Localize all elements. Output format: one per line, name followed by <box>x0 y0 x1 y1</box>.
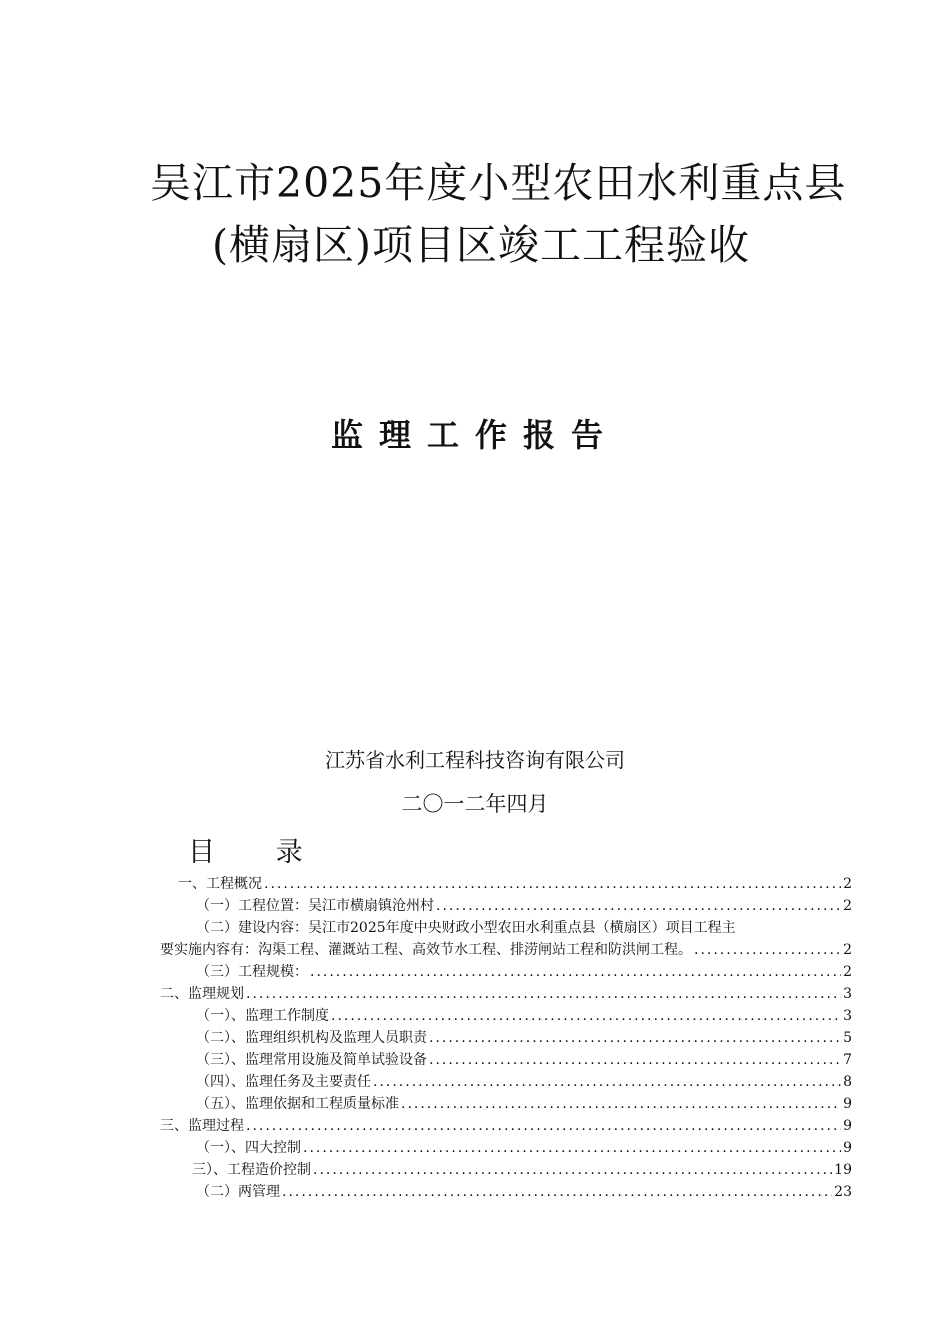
toc-entry[interactable] <box>160 983 852 1005</box>
toc-entry-page: 8 <box>843 1074 852 1090</box>
toc-entry[interactable] <box>160 1049 852 1071</box>
toc-entry[interactable] <box>160 961 852 983</box>
toc-entry-page: 9 <box>843 1118 852 1134</box>
report-subtitle: 监理工作报告 <box>330 416 619 454</box>
report-title-line-1: 吴江市2025年度小型农田水利重点县 <box>150 159 847 207</box>
toc-leader-dots <box>331 1005 841 1027</box>
toc-entry[interactable] <box>160 1181 852 1203</box>
toc-entry-page: 2 <box>843 964 852 980</box>
toc-entry[interactable] <box>160 1093 852 1115</box>
toc-entry-label: （三）、监理常用设施及简单试验设备 <box>196 1052 427 1068</box>
toc-leader-dots <box>429 1049 841 1071</box>
toc-leader-dots <box>264 873 841 895</box>
toc-entry-page: 9 <box>843 1096 852 1112</box>
toc-entry-page: 2 <box>843 876 852 892</box>
toc-entry-page: 23 <box>834 1184 852 1200</box>
toc-leader-dots <box>246 983 841 1005</box>
toc-leader-dots <box>303 1137 841 1159</box>
toc-entry-page: 5 <box>843 1030 852 1046</box>
toc-leader-dots <box>401 1093 841 1115</box>
toc-entry[interactable] <box>160 939 852 961</box>
toc-entry-page: 7 <box>843 1052 852 1068</box>
toc-leader-dots <box>436 895 841 917</box>
toc-leader-dots <box>373 1071 841 1093</box>
toc-entry-label: （二）两管理 <box>196 1184 280 1200</box>
toc-leader-dots <box>313 1159 832 1181</box>
toc-entry[interactable] <box>160 1137 852 1159</box>
report-date: 二〇一二年四月 <box>401 792 549 816</box>
toc-entry-label: （一）、监理工作制度 <box>196 1008 329 1024</box>
toc-entry-label: （三）工程规模： <box>196 964 308 980</box>
toc-entry-page: 3 <box>843 1008 852 1024</box>
toc-leader-dots <box>246 1115 841 1137</box>
toc-entry-label: （一）工程位置：吴江市横扇镇沧州村 <box>196 898 434 914</box>
toc-entry[interactable] <box>160 1159 852 1181</box>
toc-leader-dots <box>282 1181 832 1203</box>
toc-entry[interactable] <box>160 895 852 917</box>
toc-entry[interactable] <box>160 1115 852 1137</box>
report-title-line-2: (横扇区)项目区竣工工程验收 <box>212 221 750 269</box>
toc-entry-label: （一）、四大控制 <box>196 1140 301 1156</box>
toc-heading: 目 录 <box>188 837 329 868</box>
toc-entry[interactable] <box>160 1071 852 1093</box>
toc-entry-page: 3 <box>843 986 852 1002</box>
toc-entry-label: 一、工程概况 <box>178 876 262 892</box>
toc-leader-dots <box>694 939 841 961</box>
toc-entry[interactable] <box>160 1005 852 1027</box>
company-name: 江苏省水利工程科技咨询有限公司 <box>325 748 625 772</box>
toc-entry-label: 要实施内容有：沟渠工程、灌溉站工程、高效节水工程、排涝闸站工程和防洪闸工程。 <box>160 942 692 958</box>
toc-entry-wrapped[interactable] <box>160 917 852 939</box>
toc-entry-label: 三、监理过程 <box>160 1118 244 1134</box>
toc-entry-page: 2 <box>843 898 852 914</box>
table-of-contents <box>160 873 852 1203</box>
toc-entry-label: （四）、监理任务及主要责任 <box>196 1074 371 1090</box>
toc-leader-dots <box>429 1027 841 1049</box>
toc-entry-label: （五）、监理依据和工程质量标准 <box>196 1096 399 1112</box>
toc-entry-label: 二、监理规划 <box>160 986 244 1002</box>
toc-entry-page: 9 <box>843 1140 852 1156</box>
toc-entry-page: 19 <box>834 1162 852 1178</box>
toc-entry-label: 三）、工程造价控制 <box>192 1162 311 1178</box>
toc-entry[interactable] <box>160 1027 852 1049</box>
toc-entry-label: （二）建设内容：吴江市2025年度中央财政小型农田水利重点县（横扇区）项目工程主 <box>196 920 736 936</box>
toc-leader-dots <box>310 961 841 983</box>
toc-entry-page: 2 <box>843 942 852 958</box>
toc-entry[interactable] <box>160 873 852 895</box>
toc-entry-label: （二）、监理组织机构及监理人员职责 <box>196 1030 427 1046</box>
